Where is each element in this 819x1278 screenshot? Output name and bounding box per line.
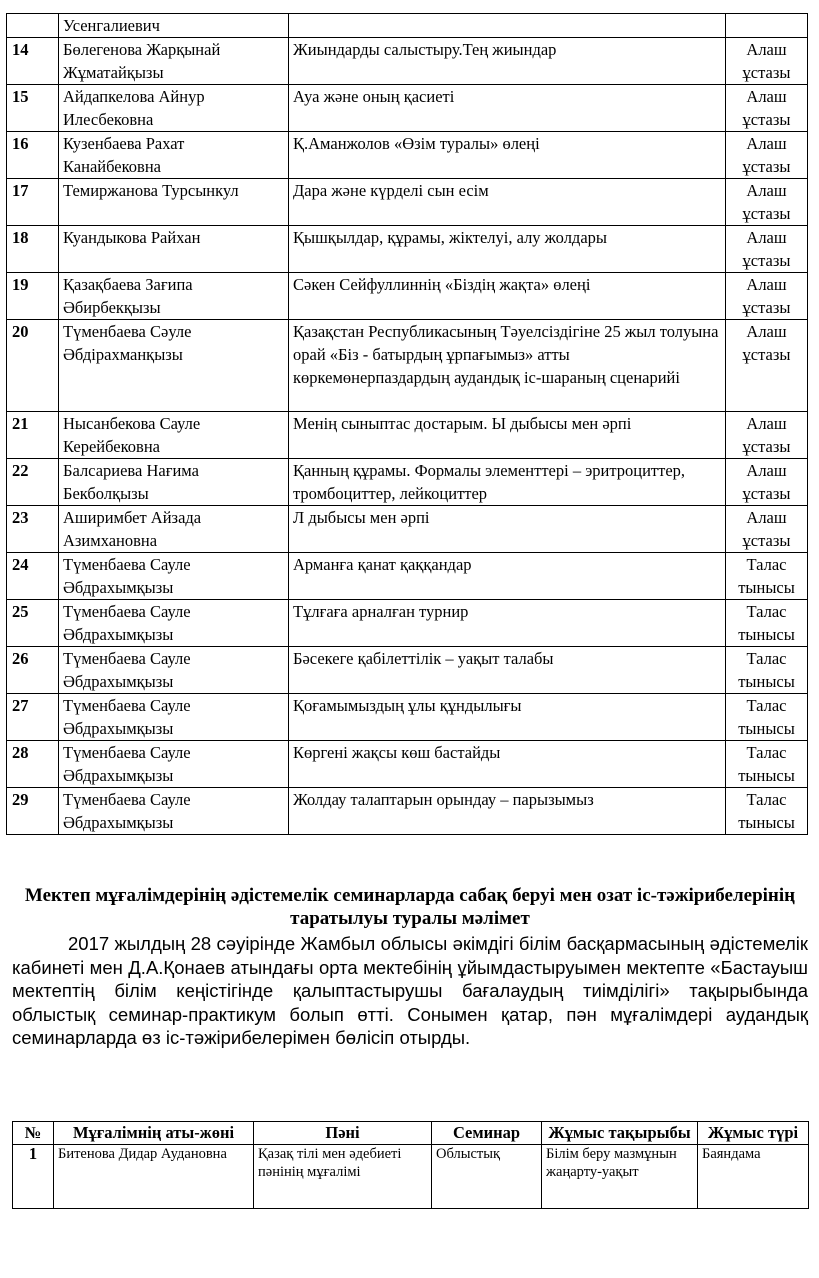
teacher-name: Темиржанова Турсынкул	[59, 179, 289, 226]
lesson-topic: Бәсекеге қабілеттілік – уақыт талабы	[289, 647, 726, 694]
header-seminar: Семинар	[432, 1122, 542, 1145]
table-row	[7, 412, 808, 459]
table-row	[7, 226, 808, 273]
award-place: Алаш ұстазы	[726, 132, 808, 179]
row-number: 14	[7, 38, 59, 85]
lesson-topic: Қазақстан Республикасының Тәуелсіздігіне 25 жыл толуына орай «Біз - батырдың ұрпағымыз» атты көркемөнерпаздардың аудандық іс-шараның сценарийі	[289, 320, 726, 412]
table-row	[7, 788, 808, 835]
table-row	[7, 459, 808, 506]
table-row	[13, 1145, 809, 1209]
seminar-table-header-row	[13, 1122, 809, 1145]
lesson-topic: Сәкен Сейфуллиннің «Біздің жақта» өлеңі	[289, 273, 726, 320]
teacher-name: Түменбаева Сауле Әбдрахымқызы	[59, 647, 289, 694]
teacher-name: Куандыкова Райхан	[59, 226, 289, 273]
award-place: Алаш ұстазы	[726, 320, 808, 412]
lesson-topic: Қанның құрамы. Формалы элементтері – эритроциттер, тромбоциттер, лейкоциттер	[289, 459, 726, 506]
teacher-name: Түменбаева Сауле Әбдрахымқызы	[59, 741, 289, 788]
teacher-achievements-body	[7, 14, 808, 835]
lesson-topic	[289, 14, 726, 38]
row-number: 17	[7, 179, 59, 226]
teacher-achievements-table	[6, 13, 808, 835]
lesson-topic: Л дыбысы мен әрпі	[289, 506, 726, 553]
teacher-name: Айдапкелова Айнур Илесбековна	[59, 85, 289, 132]
work-type: Баяндама	[698, 1145, 809, 1209]
teacher-name: Балсариева Нағима Бекболқызы	[59, 459, 289, 506]
seminar-table	[12, 1121, 809, 1209]
row-number: 25	[7, 600, 59, 647]
lesson-topic: Жолдау талаптарын орындау – парызымыз	[289, 788, 726, 835]
award-place: Алаш ұстазы	[726, 38, 808, 85]
award-place: Талас тынысы	[726, 647, 808, 694]
award-place: Алаш ұстазы	[726, 85, 808, 132]
table-row	[7, 320, 808, 412]
teacher-name: Түменбаева Сауле Әбдрахымқызы	[59, 788, 289, 835]
lesson-topic: Менің сыныптас достарым. Ы дыбысы мен әрпі	[289, 412, 726, 459]
row-number: 1	[13, 1145, 54, 1209]
row-number: 23	[7, 506, 59, 553]
lesson-topic: Тұлғаға арналған турнир	[289, 600, 726, 647]
award-place: Талас тынысы	[726, 741, 808, 788]
award-place: Талас тынысы	[726, 600, 808, 647]
award-place: Талас тынысы	[726, 553, 808, 600]
award-place: Алаш ұстазы	[726, 412, 808, 459]
teacher-name: Түменбаева Сәуле Әбдірахманқызы	[59, 320, 289, 412]
award-place: Талас тынысы	[726, 788, 808, 835]
teacher-name: Усенгалиевич	[59, 14, 289, 38]
row-number: 24	[7, 553, 59, 600]
teacher-name: Түменбаева Сауле Әбдрахымқызы	[59, 553, 289, 600]
table-row	[7, 273, 808, 320]
header-subject: Пәні	[254, 1122, 432, 1145]
seminar-table-body	[13, 1145, 809, 1209]
lesson-topic: Көргені жақсы көш бастайды	[289, 741, 726, 788]
table-row	[7, 647, 808, 694]
row-number: 20	[7, 320, 59, 412]
award-place	[726, 14, 808, 38]
row-number: 29	[7, 788, 59, 835]
row-number: 18	[7, 226, 59, 273]
teacher-name: Аширимбет Айзада Азимхановна	[59, 506, 289, 553]
lesson-topic: Қ.Аманжолов «Өзім туралы» өлеңі	[289, 132, 726, 179]
row-number: 26	[7, 647, 59, 694]
teacher-name: Түменбаева Сауле Әбдрахымқызы	[59, 694, 289, 741]
lesson-topic: Дара және күрделі сын есім	[289, 179, 726, 226]
work-topic: Білім беру мазмұнын жаңарту-уақыт	[542, 1145, 698, 1209]
table-row	[7, 85, 808, 132]
teacher-name: Бөлегенова Жарқынай Жұматайқызы	[59, 38, 289, 85]
award-place: Алаш ұстазы	[726, 179, 808, 226]
table-row	[7, 38, 808, 85]
row-number: 16	[7, 132, 59, 179]
table-row	[7, 553, 808, 600]
teacher-name: Қазақбаева Зағипа Әбирбекқызы	[59, 273, 289, 320]
award-place: Алаш ұстазы	[726, 459, 808, 506]
teacher-name: Түменбаева Сауле Әбдрахымқызы	[59, 600, 289, 647]
header-work-type: Жұмыс түрі	[698, 1122, 809, 1145]
table-row	[7, 132, 808, 179]
table-row	[7, 179, 808, 226]
lesson-topic: Қышқылдар, құрамы, жіктелуі, алу жолдары	[289, 226, 726, 273]
teacher-name: Нысанбекова Сауле Керейбековна	[59, 412, 289, 459]
table-row	[7, 600, 808, 647]
row-number: 22	[7, 459, 59, 506]
header-num: №	[13, 1122, 54, 1145]
header-teacher: Мұғалімнің аты-жөні	[54, 1122, 254, 1145]
award-place: Талас тынысы	[726, 694, 808, 741]
teacher-name: Кузенбаева Рахат Канайбековна	[59, 132, 289, 179]
award-place: Алаш ұстазы	[726, 506, 808, 553]
table-row	[7, 741, 808, 788]
row-number: 28	[7, 741, 59, 788]
award-place: Алаш ұстазы	[726, 226, 808, 273]
row-number	[7, 14, 59, 38]
header-work-topic: Жұмыс тақырыбы	[542, 1122, 698, 1145]
row-number: 21	[7, 412, 59, 459]
row-number: 19	[7, 273, 59, 320]
lesson-topic: Арманға қанат қаққандар	[289, 553, 726, 600]
section-title: Мектеп мұғалімдерінің әдістемелік семинарларда сабақ беруі мен озат іс-тәжірибелерінің таратылуы туралы мәлімет	[24, 885, 796, 929]
section-paragraph: 2017 жылдың 28 сәуірінде Жамбыл облысы әкімдігі білім басқармасының әдістемелік кабинеті мен Д.А.Қонаев атындағы орта мектебінің ұйымдастыруымен мектепте «Бастауыш мектептің білім кеңістігінде қалыптастырушы бағалаудың тиімділігі» тақырыбында облыстық семинар-практикум болып өтті. Сонымен қатар, пән мұғалімдері аудандық семинарларда өз іс-тәжірибелерімен бөлісіп отырды.	[12, 933, 808, 1048]
lesson-topic: Жиындарды салыстыру.Тең жиындар	[289, 38, 726, 85]
table-row	[7, 506, 808, 553]
row-number: 15	[7, 85, 59, 132]
award-place: Алаш ұстазы	[726, 273, 808, 320]
teacher-name: Битенова Дидар Аудановна	[54, 1145, 254, 1209]
lesson-topic: Қоғамымыздың ұлы құндылығы	[289, 694, 726, 741]
table-row	[7, 694, 808, 741]
subject: Қазақ тілі мен әдебиеті пәнінің мұғалімі	[254, 1145, 432, 1209]
lesson-topic: Ауа және оның қасиеті	[289, 85, 726, 132]
table-row	[7, 14, 808, 38]
seminar-level: Облыстық	[432, 1145, 542, 1209]
row-number: 27	[7, 694, 59, 741]
